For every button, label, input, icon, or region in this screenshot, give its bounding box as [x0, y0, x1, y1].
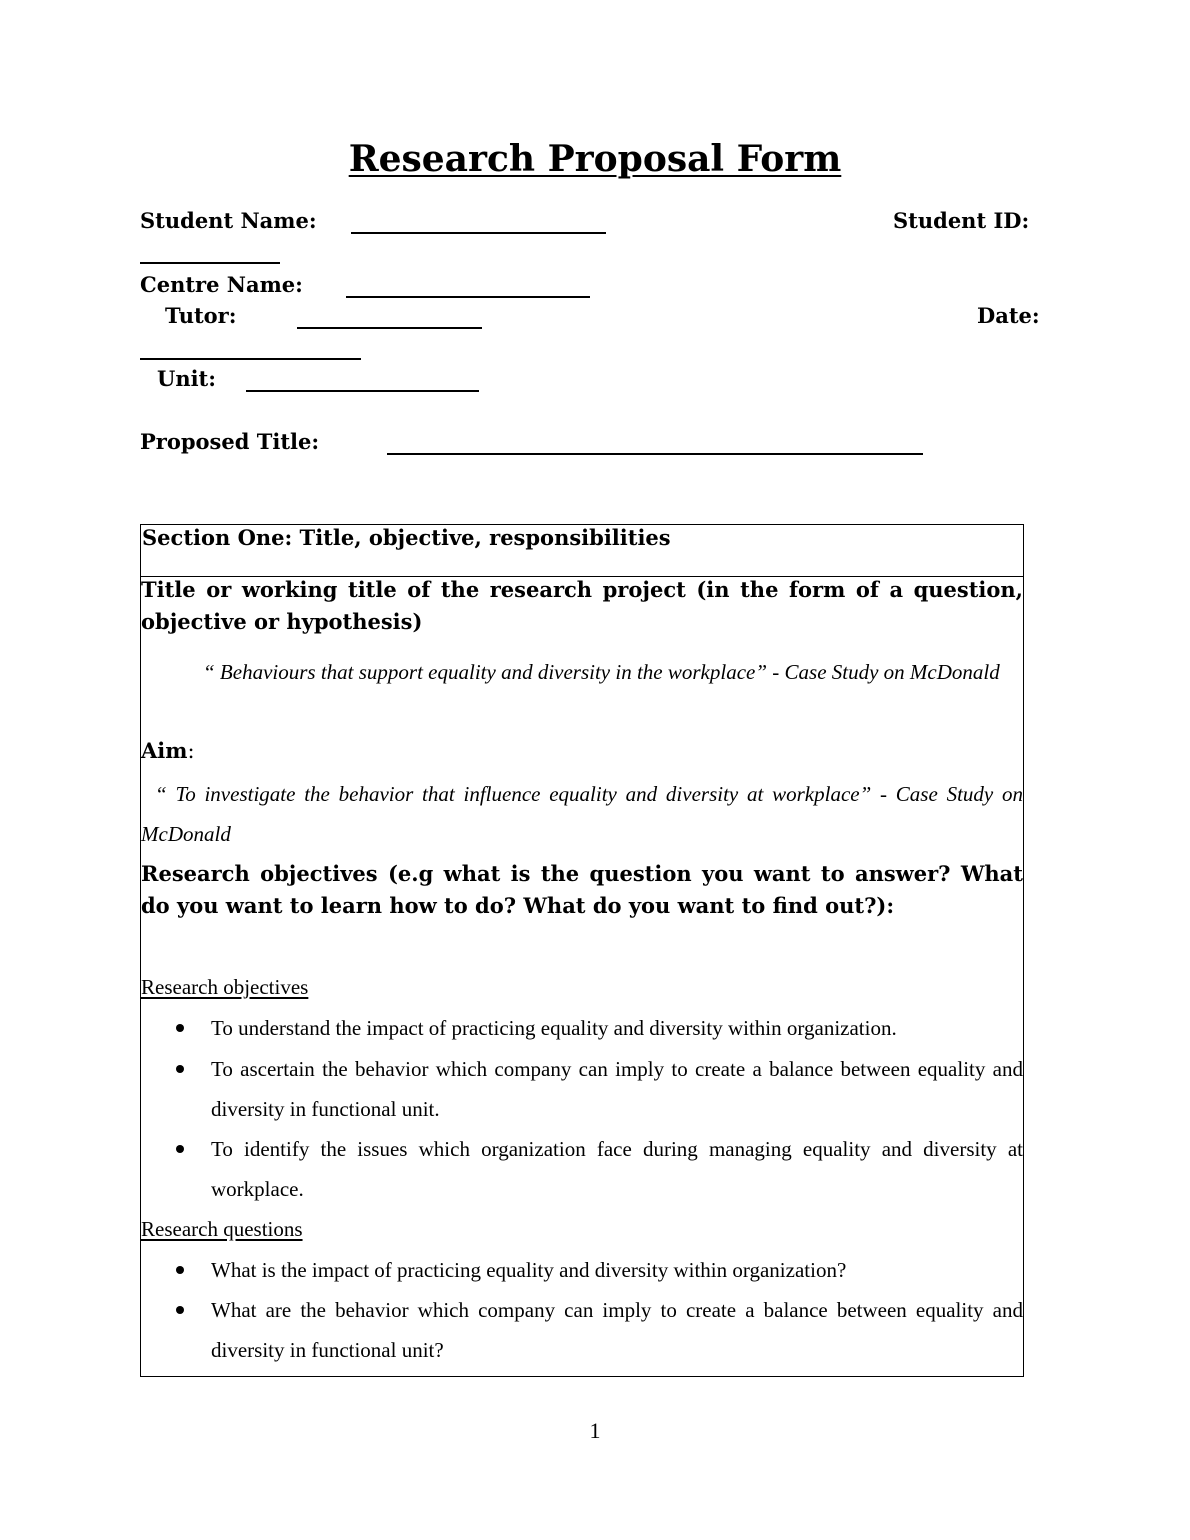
- centre-name-label: Centre Name:: [140, 272, 303, 297]
- bullet-icon: [176, 1024, 184, 1032]
- bullet-icon: [176, 1145, 184, 1153]
- list-item: To ascertain the behavior which company can imply to create a balance between equality and diversity in functional unit.: [211, 1057, 1023, 1121]
- aim-label-line: [141, 738, 195, 763]
- centre-name-blank[interactable]: [346, 296, 590, 298]
- tutor-label: Tutor:: [165, 303, 237, 328]
- objectives-prompt: Research objectives (e.g what is the question you want to answer? What do you want to learn how to do? What do you want to find out?):: [141, 861, 1023, 918]
- title-prompt: Title or working title of the research project (in the form of a question, objective or hypothesis): [141, 577, 1023, 634]
- list-item: To understand the impact of practicing equality and diversity within organization.: [211, 1016, 897, 1040]
- list-item: What is the impact of practicing equality and diversity within organization?: [211, 1258, 847, 1282]
- section-one-heading: Section One: Title, objective, responsibilities: [142, 525, 671, 550]
- list-item: To identify the issues which organization face during managing equality and diversity at workplace.: [211, 1137, 1023, 1201]
- unit-label: Unit:: [157, 366, 217, 391]
- bullet-icon: [176, 1266, 184, 1274]
- objectives-heading: Research objectives: [141, 975, 309, 999]
- unit-blank[interactable]: [246, 390, 479, 392]
- bullet-icon: [176, 1065, 184, 1073]
- student-id-label: Student ID:: [893, 208, 1030, 233]
- date-label: Date:: [977, 303, 1040, 328]
- aim-colon: :: [187, 739, 195, 763]
- student-name-label: Student Name:: [140, 208, 317, 233]
- tutor-blank[interactable]: [297, 327, 482, 329]
- list-item: What are the behavior which company can imply to create a balance between equality and diversity in functional unit?: [211, 1298, 1023, 1362]
- working-title-text: “ Behaviours that support equality and diversity in the workplace” - Case Study on McDonald: [203, 660, 1000, 684]
- student-id-blank[interactable]: [140, 262, 280, 264]
- questions-heading: Research questions: [141, 1217, 303, 1241]
- aim-text: “ To investigate the behavior that influence equality and diversity at workplace” - Case Study on McDonald: [141, 782, 1023, 846]
- proposed-title-blank[interactable]: [387, 453, 923, 455]
- bullet-icon: [176, 1306, 184, 1314]
- document-title: Research Proposal Form: [348, 138, 842, 180]
- proposed-title-label: Proposed Title:: [140, 429, 320, 454]
- page-number: 1: [589, 1418, 601, 1443]
- date-blank[interactable]: [140, 358, 361, 360]
- aim-label: Aim: [141, 738, 188, 763]
- student-name-blank[interactable]: [351, 232, 606, 234]
